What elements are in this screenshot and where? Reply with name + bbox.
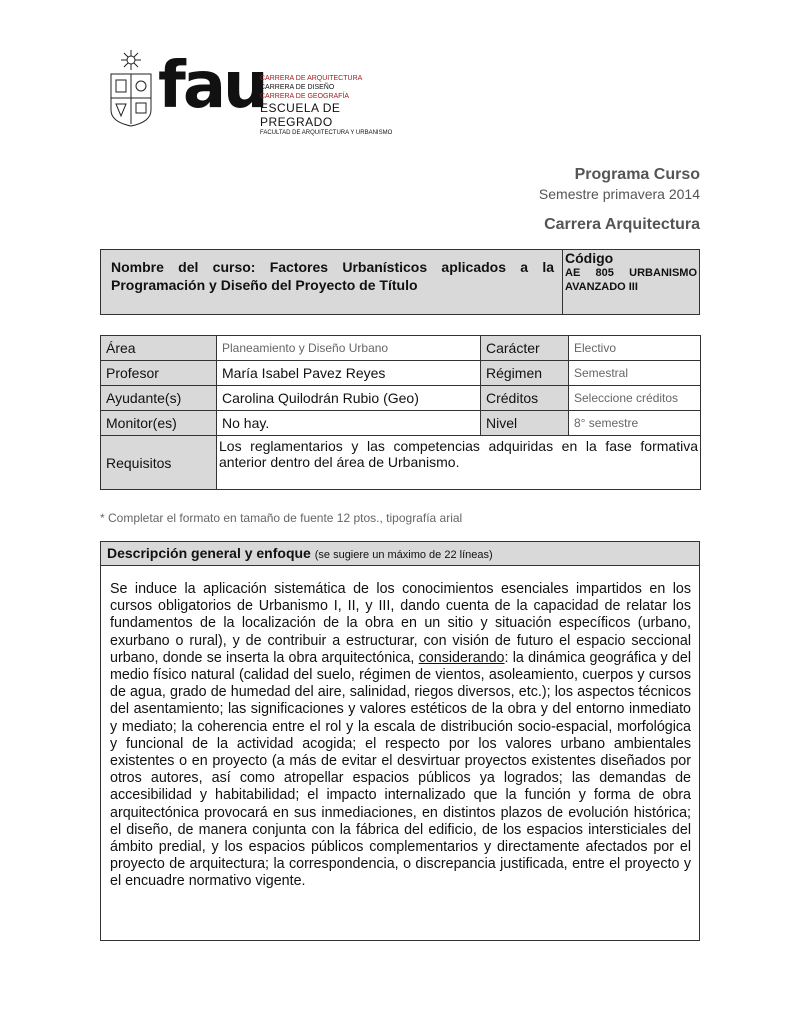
nivel-value: 8° semestre [569,411,701,436]
career-label: Carrera Arquitectura [544,216,700,233]
ayudantes-value: Carolina Quilodrán Rubio (Geo) [217,386,481,411]
description-hint: (se sugiere un máximo de 22 líneas) [314,549,493,561]
creditos-value: Seleccione créditos [569,386,701,411]
ayudantes-label: Ayudante(s) [101,386,217,411]
fau-wordmark: fau [158,49,266,123]
description-header [101,542,699,566]
creditos-label: Créditos [481,386,569,411]
course-name: Nombre del curso: Factores Urbanísticos aplicados a la Programación y Diseño del Proyecto de Título [101,250,563,314]
table-row [101,411,701,436]
format-note: * Completar el formato en tamaño de fuente 12 ptos., tipografía arial [100,511,463,525]
area-value: Planeamiento y Diseño Urbano [217,336,481,361]
logo-line-2: CARRERA DE DISEÑO [260,84,335,91]
nivel-label: Nivel [481,411,569,436]
caracter-label: Carácter [481,336,569,361]
table-row [101,336,701,361]
course-code-value: AE 805 URBANISMO AVANZADO III [565,267,697,293]
monitores-label: Monitor(es) [101,411,217,436]
table-row [101,361,701,386]
profesor-value: María Isabel Pavez Reyes [217,361,481,386]
area-label: Área [101,336,217,361]
logo-text-block [260,74,398,137]
document-header [539,165,700,235]
logo-faculty: FACULTAD DE ARQUITECTURA Y URBANISMO [260,130,393,136]
description-text [101,566,699,891]
description-title: Descripción general y enfoque [107,545,311,561]
requisitos-label: Requisitos [101,436,217,490]
course-code-cell [563,250,699,314]
description-text-part1: Se induce la aplicación sistemática de los conocimientos esenciales impartidos en los cursos obligatorios de Urbanismo I, II, y III, dando cuenta de la capacidad de relatar los fundamentos de la localización de la obra en un sitio y situación específicos (urbano, exurbano o rural), y de contribuir a estructurar, con visión de futuro el espacio seccional urbano, donde se inserta la obra arquitectónica, [110,581,691,666]
logo-line-1: CARRERA DE ARQUITECTURA [260,75,363,82]
profesor-label: Profesor [101,361,217,386]
course-box [100,249,700,315]
monitores-value: No hay. [217,411,481,436]
logo-school: ESCUELA DE PREGRADO [260,101,341,129]
description-underlined-word: considerando [418,649,505,666]
caracter-value: Electivo [569,336,701,361]
requisitos-value: Los reglamentarios y las competencias adquiridas en la fase formativa anterior dentro del área de Urbanismo. [217,436,701,490]
course-info-table [100,335,701,490]
logo-line-3: CARRERA DE GEOGRAFÍA [260,93,350,100]
semester-label: Semestre primavera 2014 [538,186,700,202]
document-title: Programa Curso [574,166,700,183]
description-box [100,541,700,941]
university-seal-icon [108,48,154,128]
regimen-value: Semestral [569,361,701,386]
description-text-part2: : la dinámica geográfica y del medio físico natural (calidad del suelo, régimen de vientos, asoleamiento, cuerpos y cursos de agua, grado de humedad del aire, salinidad, riegos diversos, etc.); los aspectos técnicos del asentamiento; las significaciones y valores estéticos de la obra y del entorno inmediato y mediato; la coherencia entre el rol y la escala de distribución socio-espacial, morfológica y funcional de la actividad acogida; el respecto por los valores urbano ambientales existentes o en proyecto (a más de evitar el desvirtuar proyectos existentes diseñados por otros autores, así como atropellar espacios públicos ya logrados; las demandas de accesibilidad y habitabilidad; el impacto internalizado que la función y forma de obra arquitectónica provocará en sus inmediaciones, en distintos plazos de evolución histórica; el diseño, de manera conjunta con la fábrica del edificio, de los espacios intersticiales del ámbito predial, y los espacios públicos complementarios y directamente afectados por el proyecto de arquitectura; la correspondencia, o discrepancia justificada, entre el proyecto y el encuadre normativo vigente. [110,649,691,890]
course-code-label: Código [565,250,614,266]
regimen-label: Régimen [481,361,569,386]
table-row [101,386,701,411]
fau-logo [108,48,398,136]
table-row [101,436,701,490]
